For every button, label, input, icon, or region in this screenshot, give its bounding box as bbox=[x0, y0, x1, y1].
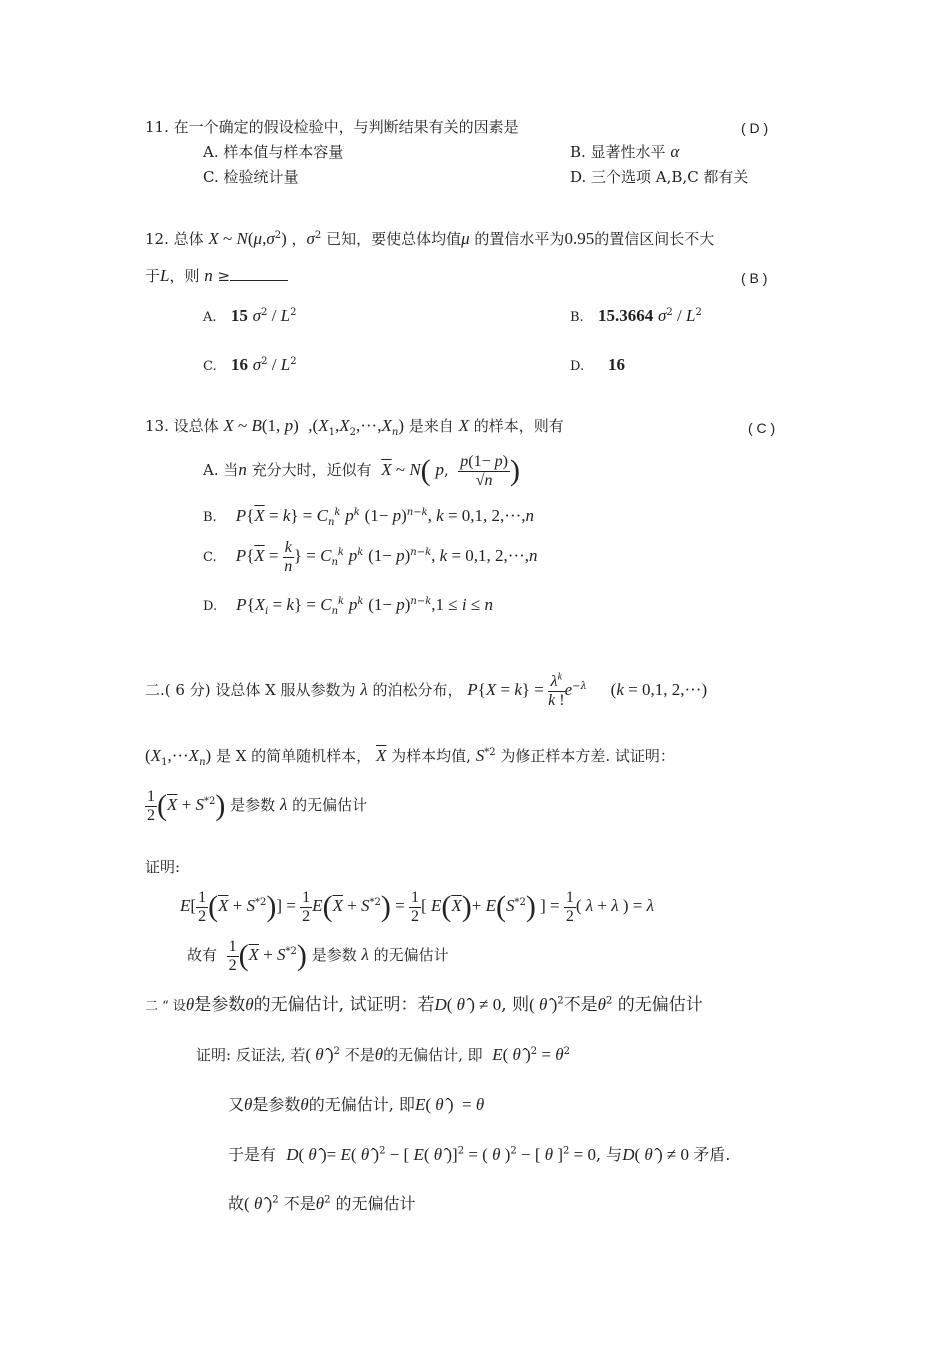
q11-answer: ( D ) bbox=[741, 120, 769, 136]
q13-option-d: D. $P\{X_i = k\} = C_n^k$ $p^k$ $(1- p)^{n-k},1 \le i \le n$ bbox=[203, 595, 493, 617]
part3-proof-line2: 又θ̂是参数θ的无偏估计, 即E( θ̂ ) = θ bbox=[228, 1095, 485, 1114]
q12-stem-line2: 于L，则 n ≥ bbox=[145, 266, 288, 286]
q11-option-b: B. 显著性水平 α bbox=[570, 142, 680, 161]
part3-proof-line4: 故( θ̂ )$^2$ 不是$\theta^2$ 的无偏估计 bbox=[228, 1194, 416, 1213]
proof-label: 证明: bbox=[145, 858, 181, 876]
q13-option-c: C. $P\{\overline{X}$ = $\frac{k}{n}$ } = $C_n^k$ $p^k$ $(1- p)^{n-k}$, k = 0,1, 2,···,n bbox=[203, 538, 538, 575]
part2-line3: $\frac{1}{2}$ $(\overline{X} + S^{*2})$ 是参数 λ 的无偏估计 bbox=[147, 787, 368, 824]
q12-answer: ( B ) bbox=[741, 270, 768, 286]
q11-stem: 11. 在一个确定的假设检验中，与判断结果有关的因素是 bbox=[145, 118, 519, 136]
q13-option-a: A. 当n 充分大时，近似有 $\overline{X}$ ~ N( p, $\frac{p(1- p)}{√n}$ ) bbox=[203, 452, 520, 489]
q12-option-c: C. 16 $\sigma^2 / L^2$ bbox=[203, 355, 297, 374]
q12-option-a: A. 15 $\sigma^2 / L^2$ bbox=[203, 306, 297, 325]
q12-stem: 12. 总体 X ~ $N(\mu,\sigma^2)$ ，$\sigma^2$ 已知，要使总体均值μ 的置信水平为0.95的置信区间长不大 bbox=[145, 229, 715, 248]
q12-option-b: B. 15.3664 $\sigma^2 / L^2$ bbox=[570, 306, 702, 325]
q13-option-b: B. $P\{\overline{X} = k\} = C_n^k$ $p^k$ $(1- p)^{n-k}$, k = 0,1, 2,···,n bbox=[203, 506, 535, 528]
part2-line2: $(X_1,\cdot\cdot\cdot X_n)$ 是 X 的简单随机样本， $\overline{X}$ 为样本均值, $S^{*2}$ 为修正样本方差. 试证明： bbox=[145, 746, 675, 768]
part3-heading: 二 “ 设θ̂是参数θ的无偏估计, 试证明：若D( θ̂ ) ≠ 0, 则( θ̂ )$^2$不是$\theta^2$ 的无偏估计 bbox=[145, 995, 703, 1015]
q11-option-d: D. 三个选项 A,B,C 都有关 bbox=[570, 168, 749, 186]
q11-option-c: C. 检验统计量 bbox=[203, 168, 299, 186]
q11-option-a: A. 样本值与样本容量 bbox=[203, 143, 344, 161]
part3-proof-line3: 于是有 D( θ̂ )= E( θ̂ )$^2$ − [ E( θ̂ )]$^2$ = ( θ )$^2$ − [ θ ]$^2$ = 0, 与D( θ̂ ) ≠ 0 矛盾. bbox=[228, 1145, 731, 1164]
proof-equation: E[ $\frac{1}{2}$ $(\overline{X} + S^{*2})$] = $\frac{1}{2}$ $E(\overline{X} + S^{*2})$ = $\frac{1}{2}$ [ $E(\overline{X})+ E(S^{*2})$ ] = $\frac{1}{2}$ ( λ + λ ) = λ bbox=[180, 888, 654, 925]
proof-conclusion: 故有 $\frac{1}{2}$ $(\overline{X} + S^{*2})$ 是参数 λ 的无偏估计 bbox=[187, 937, 449, 974]
part2-heading: 二.( 6 分) 设总体 X 服从参数为 λ 的泊松分布， P{X = k} = $\frac{\lambda^k}{k !}$ $e^{-\lambda}$ (k = 0,1, 2,···) bbox=[145, 671, 708, 709]
part3-proof-line1: 证明: 反证法, 若( θ̂ )$^2$ 不是θ的无偏估计, 即 E( θ̂ )$^2 = \theta^2$ bbox=[196, 1045, 570, 1064]
q13-stem: 13. 设总体 X ~ B(1, p) $,(X_1,X_2,\cdot\cdot\cdot,X_n)$ 是来自 X 的样本，则有 bbox=[145, 416, 564, 438]
q12-option-d: D. 16 bbox=[570, 355, 625, 374]
q13-answer: ( C ) bbox=[748, 420, 776, 436]
